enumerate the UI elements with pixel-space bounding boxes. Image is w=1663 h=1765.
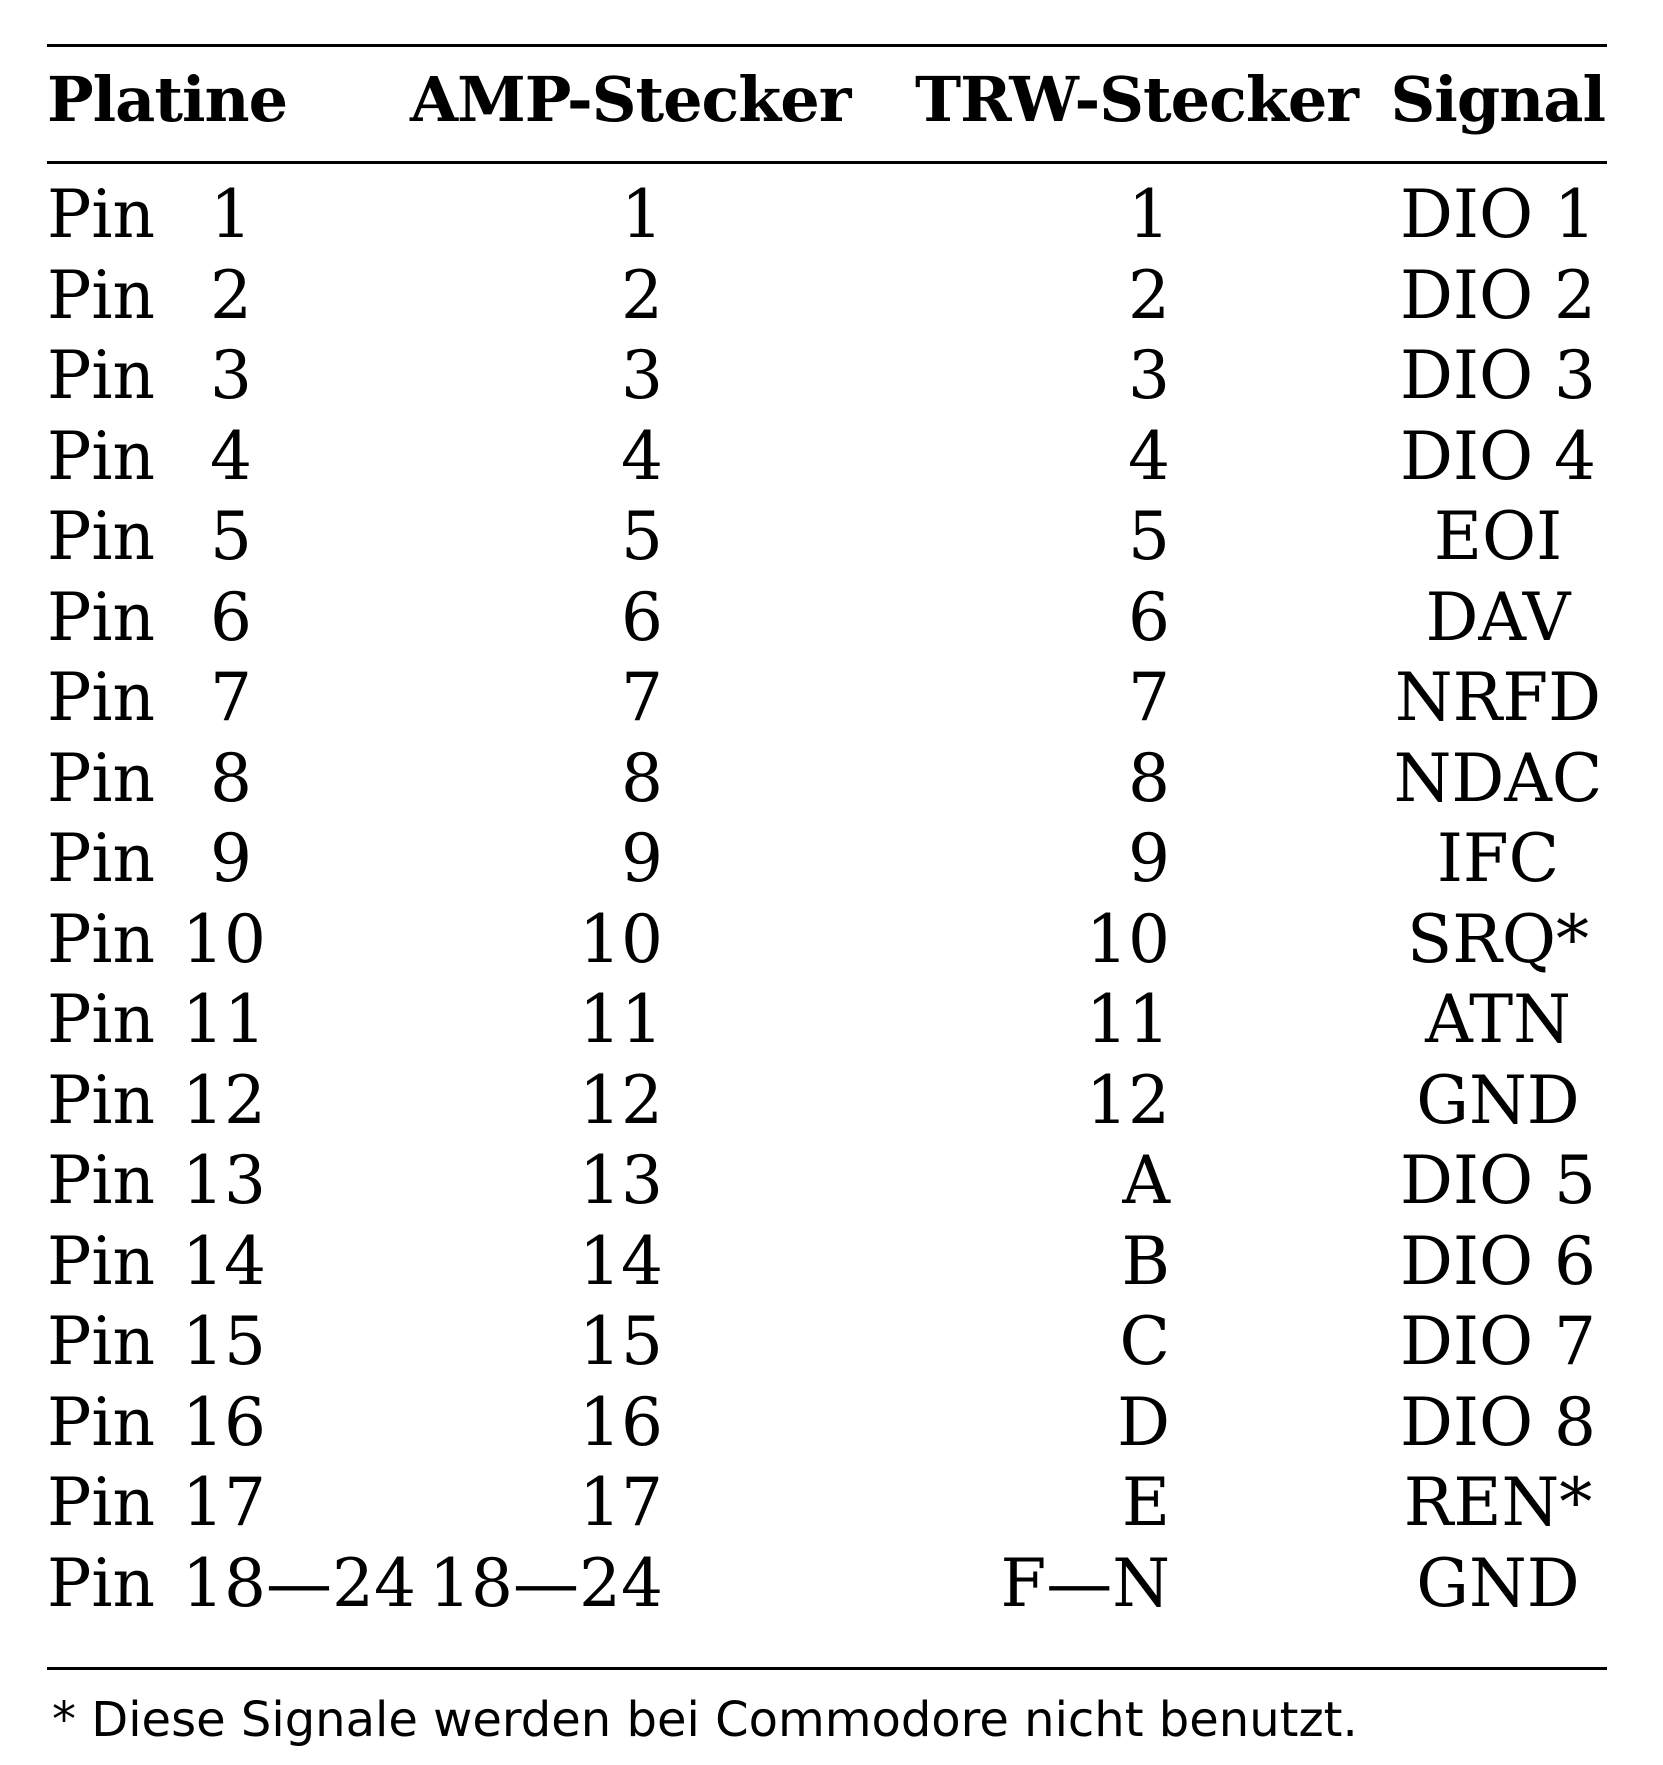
signal-name: IFC xyxy=(1436,820,1560,897)
trw-pin: A xyxy=(1122,1142,1170,1219)
platine-pin-label: Pin xyxy=(47,981,156,1058)
platine-pin-number: 5 xyxy=(210,498,252,575)
header-signal: Signal xyxy=(1390,63,1605,136)
signal-name: DIO 5 xyxy=(1399,1142,1597,1219)
table-row xyxy=(0,1141,1663,1222)
table-body xyxy=(0,175,1663,1624)
signal-name: DIO 3 xyxy=(1399,337,1597,414)
amp-pin: 18—24 xyxy=(429,1544,663,1622)
table-row xyxy=(0,980,1663,1061)
platine-pin-label: Pin xyxy=(47,1142,156,1219)
platine-pin-label: Pin xyxy=(47,417,156,495)
trw-pin: 10 xyxy=(1086,900,1170,978)
amp-pin: 15 xyxy=(579,1303,663,1380)
amp-pin: 6 xyxy=(621,578,663,656)
trw-pin: 9 xyxy=(1128,820,1170,897)
platine-pin-label: Pin xyxy=(47,256,156,334)
header-amp-stecker: AMP-Stecker xyxy=(410,63,851,136)
platine-pin-number: 16 xyxy=(182,1383,266,1461)
platine-pin-number: 11 xyxy=(182,981,266,1058)
trw-pin: F—N xyxy=(1000,1544,1170,1622)
signal-name: DIO 6 xyxy=(1399,1222,1597,1300)
platine-pin-label: Pin xyxy=(47,1061,156,1139)
signal-name: DIO 8 xyxy=(1399,1383,1597,1461)
signal-name: ATN xyxy=(1425,981,1571,1058)
amp-pin: 2 xyxy=(621,256,663,334)
table-row xyxy=(0,1061,1663,1142)
platine-pin-number: 15 xyxy=(182,1303,266,1380)
amp-pin: 11 xyxy=(579,981,663,1058)
table-row xyxy=(0,336,1663,417)
trw-pin: 6 xyxy=(1128,578,1170,656)
platine-pin-label: Pin xyxy=(47,820,156,897)
signal-name: REN* xyxy=(1403,1464,1593,1541)
trw-pin: 2 xyxy=(1128,256,1170,334)
trw-pin: 11 xyxy=(1086,981,1170,1058)
platine-pin-label: Pin xyxy=(47,176,156,253)
table-row xyxy=(0,1383,1663,1464)
top-rule xyxy=(47,44,1607,47)
table-row xyxy=(0,175,1663,256)
bottom-rule xyxy=(47,1667,1607,1670)
header-trw-stecker: TRW-Stecker xyxy=(915,63,1358,136)
footnote: * Diese Signale werden bei Commodore nicht benutzt. xyxy=(52,1692,1358,1748)
platine-pin-number: 1 xyxy=(210,176,252,253)
platine-pin-number: 14 xyxy=(182,1222,266,1300)
trw-pin: 1 xyxy=(1128,176,1170,253)
platine-pin-label: Pin xyxy=(47,498,156,575)
amp-pin: 1 xyxy=(621,176,663,253)
trw-pin: 5 xyxy=(1128,498,1170,575)
platine-pin-number: 3 xyxy=(210,337,252,414)
signal-name: DIO 1 xyxy=(1399,176,1597,253)
platine-pin-number: 8 xyxy=(210,739,252,817)
table-row xyxy=(0,417,1663,498)
platine-pin-number: 12 xyxy=(182,1061,266,1139)
trw-pin: 3 xyxy=(1128,337,1170,414)
platine-pin-label: Pin xyxy=(47,1222,156,1300)
platine-pin-number: 7 xyxy=(210,659,252,736)
amp-pin: 4 xyxy=(621,417,663,495)
platine-pin-number: 10 xyxy=(182,900,266,978)
signal-name: GND xyxy=(1416,1061,1580,1139)
platine-pin-number: 6 xyxy=(210,578,252,656)
amp-pin: 8 xyxy=(621,739,663,817)
amp-pin: 14 xyxy=(579,1222,663,1300)
table-row xyxy=(0,578,1663,659)
signal-name: DIO 7 xyxy=(1399,1303,1597,1380)
table-row xyxy=(0,497,1663,578)
trw-pin: 12 xyxy=(1086,1061,1170,1139)
signal-name: NDAC xyxy=(1393,739,1603,817)
amp-pin: 16 xyxy=(579,1383,663,1461)
table-row xyxy=(0,658,1663,739)
platine-pin-label: Pin xyxy=(47,739,156,817)
table-row xyxy=(0,900,1663,981)
platine-pin-label: Pin xyxy=(47,578,156,656)
platine-pin-label: Pin xyxy=(47,659,156,736)
platine-pin-label: Pin xyxy=(47,1303,156,1380)
platine-pin-number: 4 xyxy=(210,417,252,495)
trw-pin: D xyxy=(1117,1383,1170,1461)
trw-pin: C xyxy=(1119,1303,1170,1380)
platine-pin-label: Pin xyxy=(47,900,156,978)
platine-pin-number: 13 xyxy=(182,1142,266,1219)
signal-name: GND xyxy=(1416,1544,1580,1622)
platine-pin-number: 2 xyxy=(210,256,252,334)
amp-pin: 3 xyxy=(621,337,663,414)
header-platine: Platine xyxy=(47,63,288,136)
header-rule xyxy=(47,161,1607,164)
signal-name: SRQ* xyxy=(1406,900,1589,978)
platine-pin-number: 9 xyxy=(210,820,252,897)
platine-pin-number: 18—24 xyxy=(182,1544,416,1622)
trw-pin: 8 xyxy=(1128,739,1170,817)
signal-name: DIO 4 xyxy=(1399,417,1597,495)
table-row xyxy=(0,1302,1663,1383)
trw-pin: E xyxy=(1121,1464,1170,1541)
amp-pin: 17 xyxy=(579,1464,663,1541)
platine-pin-label: Pin xyxy=(47,1544,156,1622)
signal-name: NRFD xyxy=(1394,659,1602,736)
amp-pin: 7 xyxy=(621,659,663,736)
signal-name: DAV xyxy=(1425,578,1571,656)
trw-pin: B xyxy=(1121,1222,1170,1300)
platine-pin-label: Pin xyxy=(47,1383,156,1461)
amp-pin: 12 xyxy=(579,1061,663,1139)
table-row xyxy=(0,1222,1663,1303)
amp-pin: 9 xyxy=(621,820,663,897)
table-row xyxy=(0,1544,1663,1625)
table-row xyxy=(0,1463,1663,1544)
amp-pin: 13 xyxy=(579,1142,663,1219)
amp-pin: 5 xyxy=(621,498,663,575)
table-row xyxy=(0,256,1663,337)
trw-pin: 7 xyxy=(1128,659,1170,736)
platine-pin-number: 17 xyxy=(182,1464,266,1541)
table-row xyxy=(0,739,1663,820)
amp-pin: 10 xyxy=(579,900,663,978)
table-row xyxy=(0,819,1663,900)
signal-name: DIO 2 xyxy=(1399,256,1597,334)
signal-name: EOI xyxy=(1433,498,1563,575)
platine-pin-label: Pin xyxy=(47,1464,156,1541)
platine-pin-label: Pin xyxy=(47,337,156,414)
trw-pin: 4 xyxy=(1128,417,1170,495)
